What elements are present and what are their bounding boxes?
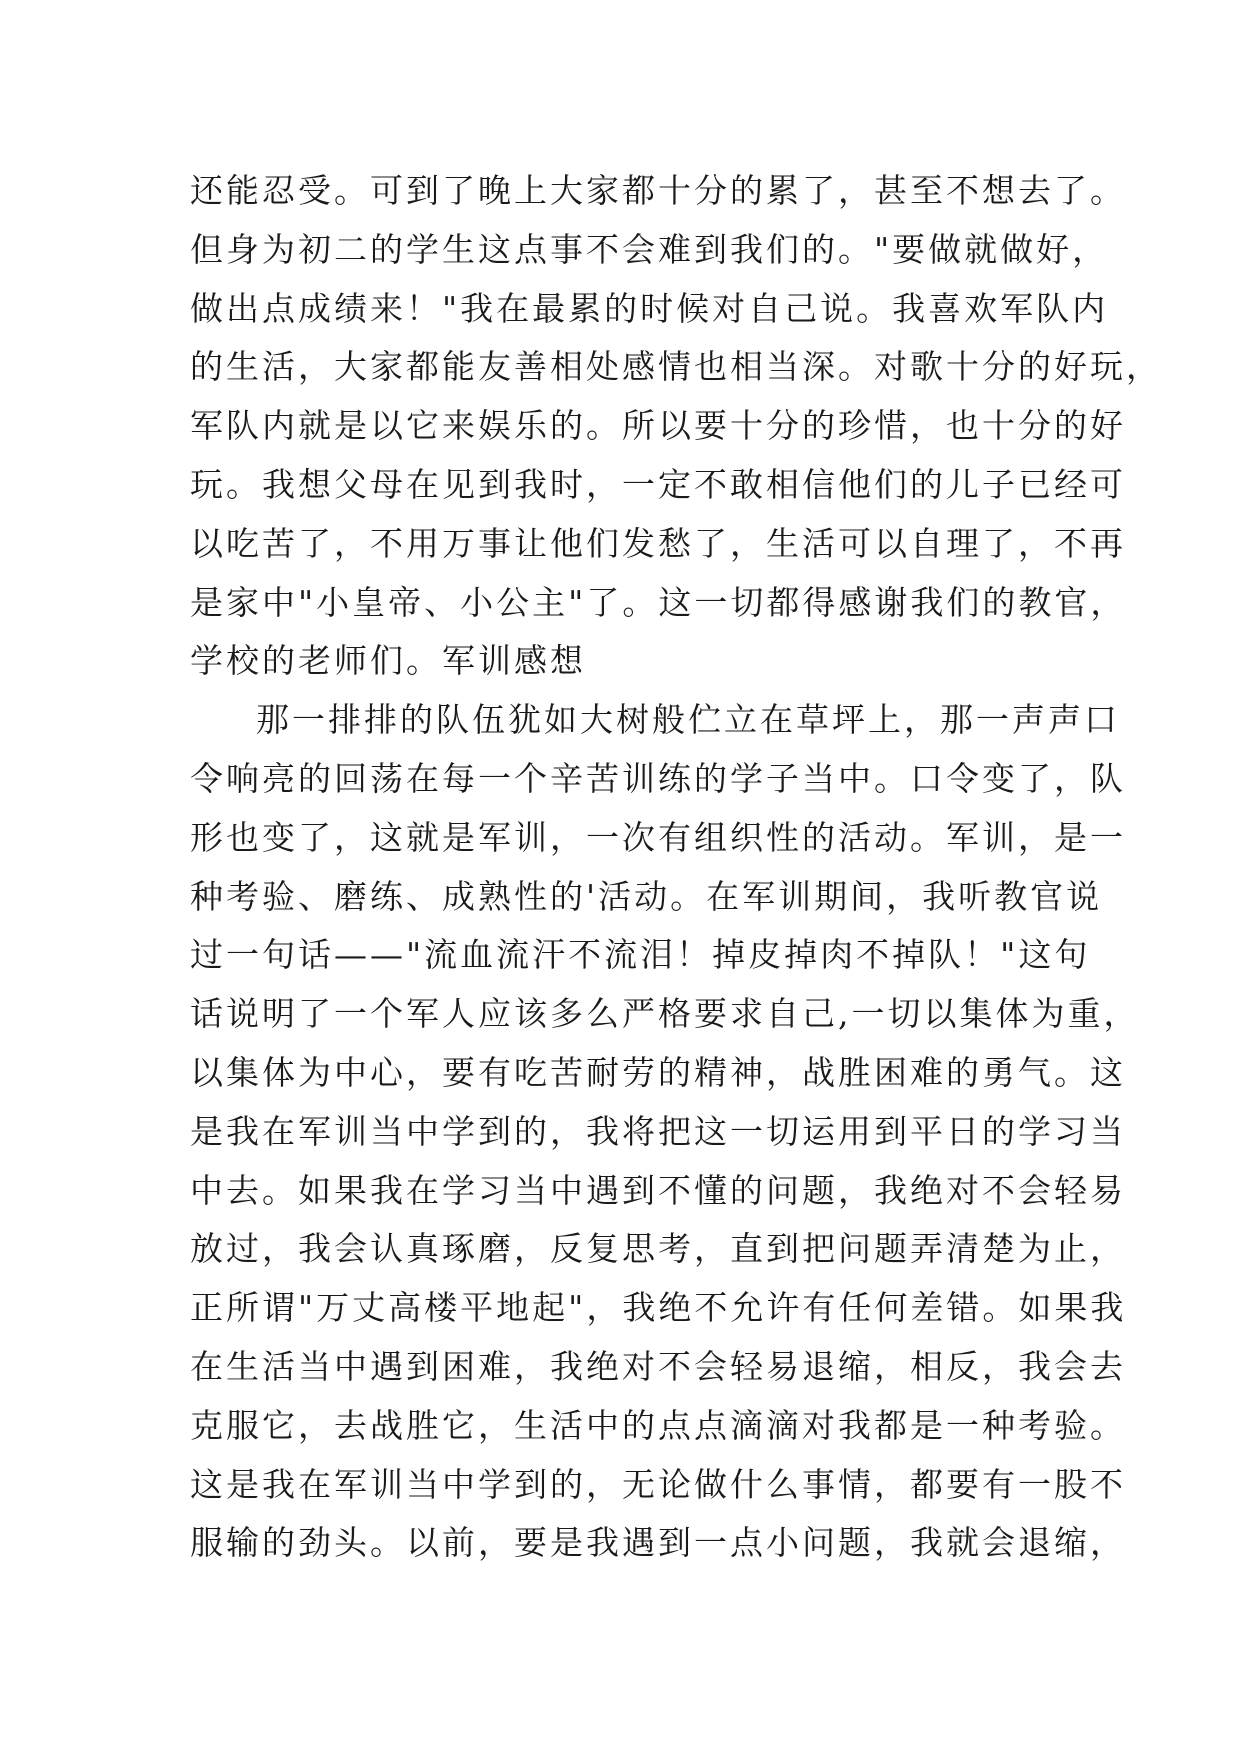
text-line: 话说明了一个军人应该多么严格要求自己,一切以集体为重，	[190, 994, 1140, 1034]
text-line: 正所谓"万丈高楼平地起"，我绝不允许有任何差错。如果我	[190, 1288, 1127, 1328]
text-line: 中去。如果我在学习当中遇到不懂的问题，我绝对不会轻易	[190, 1170, 1126, 1210]
text-line: 以吃苦了，不用万事让他们发愁了，生活可以自理了，不再	[190, 523, 1126, 563]
text-line: 学校的老师们。军训感想	[190, 641, 586, 681]
text-line: 过一句话——"流血流汗不流泪！掉皮掉肉不掉队！"这句	[190, 935, 1091, 975]
text-line: 玩。我想父母在见到我时，一定不敢相信他们的儿子已经可	[190, 464, 1126, 504]
paragraph-start-line: 那一排排的队伍犹如大树般伫立在草坪上，那一声声口	[256, 700, 1120, 740]
text-line: 形也变了，这就是军训，一次有组织性的活动。军训，是一	[190, 817, 1126, 857]
text-line: 这是我在军训当中学到的，无论做什么事情，都要有一股不	[190, 1464, 1126, 1504]
text-line: 服输的劲头。以前，要是我遇到一点小问题，我就会退缩，	[190, 1523, 1126, 1563]
text-line: 的生活，大家都能友善相处感情也相当深。对歌十分的好玩，	[190, 347, 1162, 387]
text-line: 但身为初二的学生这点事不会难到我们的。"要做就做好，	[190, 229, 1109, 269]
text-line: 令响亮的回荡在每一个辛苦训练的学子当中。口令变了，队	[190, 758, 1126, 798]
text-line: 在生活当中遇到困难，我绝对不会轻易退缩，相反，我会去	[190, 1346, 1126, 1386]
text-line: 做出点成绩来！"我在最累的时候对自己说。我喜欢军队内	[190, 288, 1109, 328]
body-text	[190, 162, 1162, 1573]
text-line: 种考验、磨练、成熟性的'活动。在军训期间，我听教官说	[190, 876, 1103, 916]
text-line: 还能忍受。可到了晚上大家都十分的累了，甚至不想去了。	[190, 171, 1126, 210]
text-line: 是我在军训当中学到的，我将把这一切运用到平日的学习当	[190, 1111, 1126, 1151]
text-line: 以集体为中心，要有吃苦耐劳的精神，战胜困难的勇气。这	[190, 1052, 1126, 1092]
text-line: 是家中"小皇帝、小公主"了。这一切都得感谢我们的教官，	[190, 582, 1127, 622]
text-line: 放过，我会认真琢磨，反复思考，直到把问题弄清楚为止，	[190, 1229, 1126, 1269]
text-line: 军队内就是以它来娱乐的。所以要十分的珍惜，也十分的好	[190, 406, 1126, 446]
text-line: 克服它，去战胜它，生活中的点点滴滴对我都是一种考验。	[190, 1405, 1126, 1445]
